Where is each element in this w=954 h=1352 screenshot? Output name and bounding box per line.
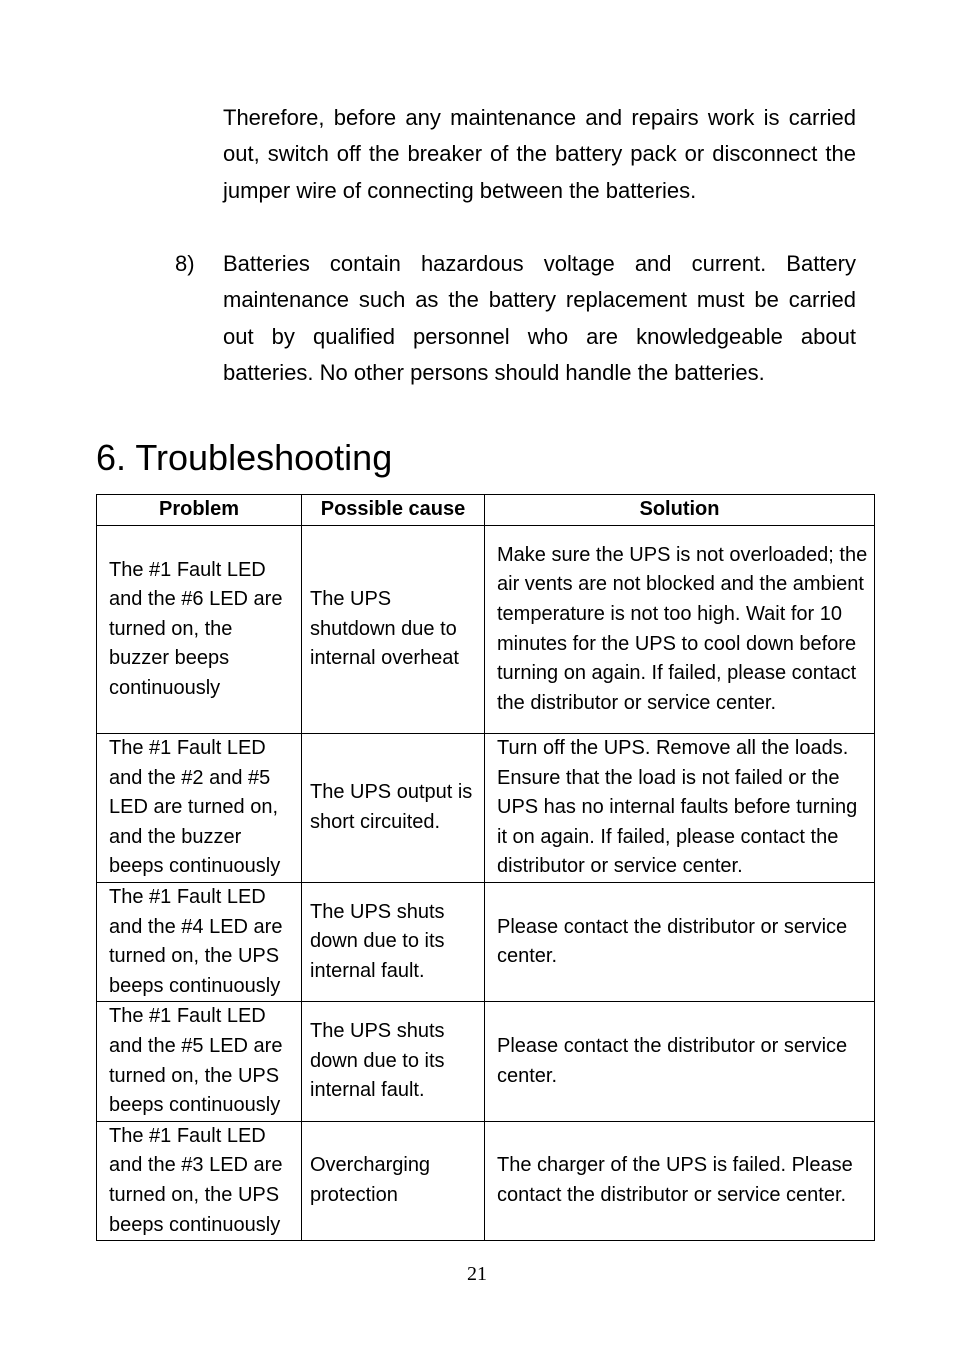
cause-cell: Overcharging protection: [302, 1121, 485, 1240]
problem-cell: The #1 Fault LED and the #4 LED are turned on, the UPS beeps continuously: [97, 882, 302, 1001]
section-title: 6. Troubleshooting: [96, 437, 393, 478]
solution-cell: The charger of the UPS is failed. Please contact the distributor or service center.: [485, 1121, 875, 1240]
problem-cell: The #1 Fault LED and the #3 LED are turned on, the UPS beeps continuously: [97, 1121, 302, 1240]
cause-cell: The UPS shuts down due to its internal fault.: [302, 882, 485, 1001]
table-row: [97, 1002, 875, 1121]
table-row: [97, 526, 875, 734]
table-row: [97, 882, 875, 1001]
cause-cell: The UPS output is short circuited.: [302, 734, 485, 883]
solution-cell: Turn off the UPS. Remove all the loads. Ensure that the load is not failed or the UPS has no internal faults before turning it on again. If failed, please contact the distributor or service center.: [485, 734, 875, 883]
solution-cell: Please contact the distributor or service center.: [485, 1002, 875, 1121]
list-item-text: Batteries contain hazardous voltage and current. Battery maintenance such as the battery replacement must be carried out by qualified personnel who are knowledgeable about batteries. No other persons should handle the batteries.: [223, 251, 856, 386]
solution-cell: Make sure the UPS is not overloaded; the air vents are not blocked and the ambient temperature is not too high. Wait for 10 minutes for the UPS to cool down before turning on again. If failed, please contact the distributor or service center.: [485, 526, 875, 734]
troubleshooting-table: [96, 494, 875, 1241]
problem-cell: The #1 Fault LED and the #6 LED are turned on, the buzzer beeps continuously: [97, 526, 302, 734]
table-row: [97, 1121, 875, 1240]
list-item-number: 8): [175, 251, 195, 276]
header-problem: Problem: [97, 495, 302, 526]
table-row: [97, 734, 875, 883]
header-possible-cause: Possible cause: [302, 495, 485, 526]
problem-cell: The #1 Fault LED and the #5 LED are turned on, the UPS beeps continuously: [97, 1002, 302, 1121]
cause-cell: The UPS shutdown due to internal overheat: [302, 526, 485, 734]
problem-cell: The #1 Fault LED and the #2 and #5 LED are turned on, and the buzzer beeps continuously: [97, 734, 302, 883]
header-solution: Solution: [485, 495, 875, 526]
table-header-row: [97, 495, 875, 526]
page-number: 21: [467, 1263, 487, 1285]
intro-continuation-paragraph: Therefore, before any maintenance and repairs work is carried out, switch off the breaker of the battery pack or disconnect the jumper wire of connecting between the batteries.: [223, 105, 856, 203]
cause-cell: The UPS shuts down due to its internal fault.: [302, 1002, 485, 1121]
solution-cell: Please contact the distributor or service center.: [485, 882, 875, 1001]
